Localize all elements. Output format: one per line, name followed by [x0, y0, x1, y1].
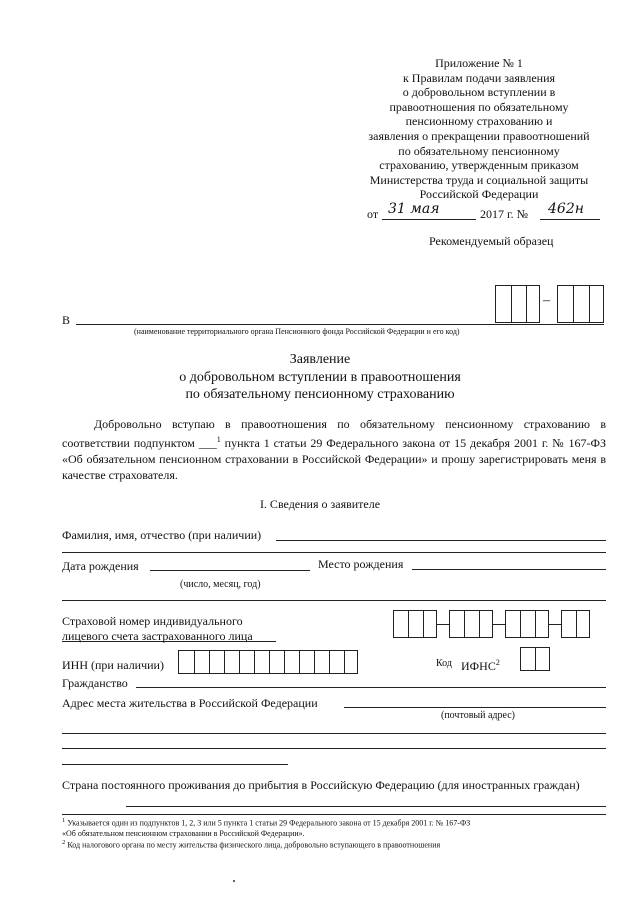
birth-place-line-2[interactable] — [62, 600, 606, 601]
territory-code-box-a[interactable] — [495, 285, 540, 323]
footnote-2 — [62, 838, 440, 851]
snils-label-2: лицевого счета застрахованного лица — [62, 629, 253, 643]
address-label: Адрес места жительства в Российской Федерации — [62, 696, 318, 710]
header-line: к Правилам подачи заявления — [402, 70, 556, 85]
footnote-1-line1: Указывается один из подпунктов 1, 2, 3 или 5 пункта 1 статьи 29 Федерального закона от 15 декабря 2001 г. № 167-ФЗ — [67, 818, 471, 828]
ifns-code-label: Код — [436, 658, 452, 669]
snils-box-3[interactable] — [505, 610, 549, 638]
appendix-header — [352, 56, 606, 202]
order-number-line — [540, 219, 600, 220]
header-line: Министерства труда и социальной защиты — [369, 172, 589, 187]
territory-code-box-b[interactable] — [557, 285, 604, 323]
intro-paragraph — [62, 416, 606, 483]
full-name-line[interactable] — [276, 540, 606, 541]
snils-dash-2 — [493, 624, 505, 625]
birth-place-line[interactable] — [412, 569, 606, 570]
header-line: правоотношения по обязательному — [389, 99, 569, 114]
birth-date-hint: (число, месяц, год) — [180, 579, 261, 590]
order-date-handwritten: 31 мая — [388, 201, 440, 217]
scan-speck — [233, 880, 235, 882]
header-line: Российской Федерации — [419, 187, 539, 202]
snils-label-1: Страховой номер индивидуального — [62, 614, 243, 628]
order-number-handwritten: 462н — [548, 201, 584, 217]
ifns-label: ИФНС$^2$ — [461, 658, 500, 673]
address-line[interactable] — [344, 707, 606, 708]
document-subtitle-2: по обязательному пенсионному страхованию — [185, 387, 455, 402]
header-line: страхованию, утвержденным приказом — [379, 158, 579, 173]
snils-dash-3 — [549, 624, 561, 625]
snils-box-4[interactable] — [561, 610, 590, 638]
address-line-2[interactable] — [62, 733, 606, 734]
postal-address-hint: (почтовый адрес) — [441, 710, 515, 721]
header-line: по обязательному пенсионному — [398, 143, 560, 158]
addressee-prefix: В — [62, 313, 71, 327]
addressee-line[interactable] — [76, 324, 604, 325]
footnote-1 — [62, 816, 606, 839]
header-line: заявления о прекращении правоотношений — [368, 128, 590, 143]
footnote-1-mark: 1 — [62, 817, 66, 824]
footnote-1-line2: «Об обязательном пенсионном страховании в Российской Федерации». — [62, 828, 305, 838]
recommended-sample-label: Рекомендуемый образец — [429, 234, 554, 248]
inn-box[interactable] — [178, 650, 358, 674]
addressee-caption: (наименование территориального органа Пенсионного фонда Российской Федерации и его код) — [134, 327, 460, 336]
citizenship-label: Гражданство — [62, 676, 128, 690]
code-dash: – — [543, 293, 550, 308]
snils-dash-1 — [437, 624, 449, 625]
snils-underline — [62, 641, 276, 642]
footnote-separator — [62, 814, 606, 815]
birth-date-line[interactable] — [150, 570, 310, 571]
section-heading: I. Сведения о заявителе — [259, 497, 381, 511]
citizenship-line[interactable] — [136, 687, 606, 688]
country-line[interactable] — [126, 806, 606, 807]
snils-box-1[interactable] — [393, 610, 437, 638]
address-line-4[interactable] — [62, 764, 288, 765]
header-line: о добровольном вступлении в — [402, 85, 556, 100]
birth-date-label: Дата рождения — [62, 559, 139, 573]
footnote-ref-1: 1 — [216, 435, 221, 444]
address-line-3[interactable] — [62, 748, 606, 749]
header-line: Приложение № 1 — [435, 56, 523, 70]
footnote-2-text: Код налогового органа по месту жительства физического лица, добровольно вступающего в правоотношения — [67, 840, 441, 850]
footnote-2-mark: 2 — [62, 839, 66, 846]
full-name-label: Фамилия, имя, отчество (при наличии) — [62, 528, 262, 542]
intro-text-1: Добровольно вступаю в правоотношения по обязательному пенсионному страхованию в соответствии подпунктом ___ — [62, 417, 606, 450]
ifns-code-box[interactable] — [520, 647, 550, 671]
order-date-line — [382, 219, 476, 220]
full-name-line-2[interactable] — [62, 552, 606, 553]
country-label: Страна постоянного проживания до прибытия в Российскую Федерацию (для иностранных граждан) — [62, 778, 580, 792]
footnote-ref-2: 2 — [495, 658, 500, 667]
birth-place-label: Место рождения — [318, 557, 404, 571]
header-line: пенсионному страхованию и — [405, 114, 553, 129]
snils-box-2[interactable] — [449, 610, 493, 638]
intro-text-2: пункта 1 статьи 29 Федерального закона от 15 декабря 2001 г. № 167-ФЗ «Об обязательном пенсионном страховании в Российской Федерации» и прошу зарегистрировать меня в качестве страхователя. — [62, 436, 607, 482]
document-title: Заявление — [289, 352, 351, 367]
from-label: от — [367, 207, 379, 221]
inn-label: ИНН (при наличии) — [62, 658, 164, 672]
year-label: 2017 г. № — [480, 207, 529, 221]
document-subtitle-1: о добровольном вступлении в правоотношения — [179, 370, 461, 385]
